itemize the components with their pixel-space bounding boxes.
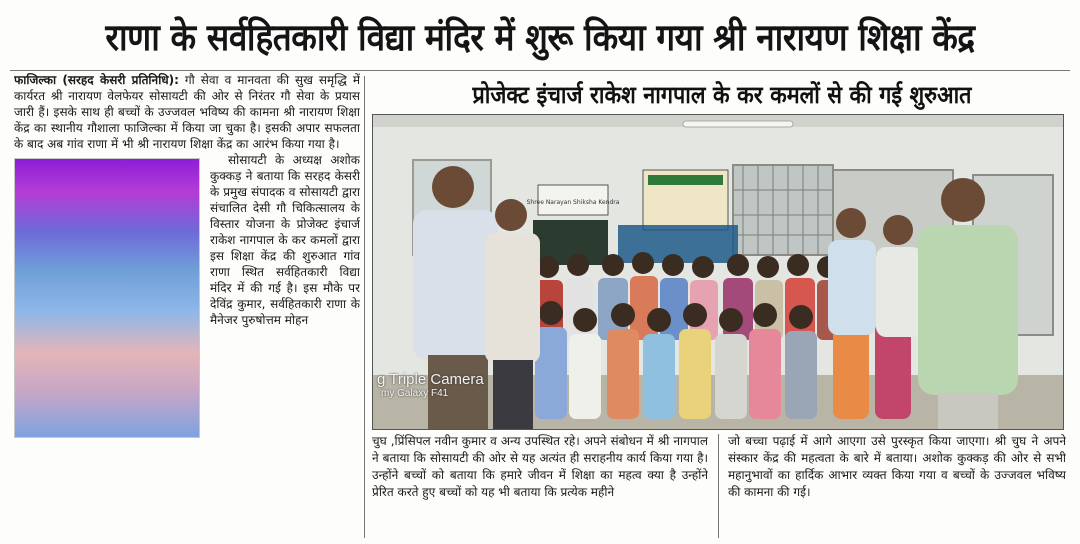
article-headline: राणा के सर्वहितकारी विद्या मंदिर में शुरू किया गया श्री नारायण शिक्षा केंद्र [105, 15, 975, 59]
article-photo [372, 114, 1064, 430]
paragraph-1-text: गौ सेवा व मानवता की सुख समृद्धि में कार्यरत श्री नारायण वेलफेयर सोसायटी की ओर से निरंतर गौ सेवा के प्रयास जारी हैं। इसके साथ ही बच्चों के उज्जवल भविष्य की कामना श्री नारायण शिक्षा केंद्र का स्थानीय गौशाला फाजिल्का में किया जा चुका है। इसकी अपार सफलता के बाद अब गांव राणा में भी श्री नारायण शिक्षा केंद्र का आरंभ किया गया है। [14, 73, 360, 151]
paragraph-2: सोसायटी के अध्यक्ष अशोक कुक्कड़ ने बताया कि सरहद केसरी के प्रमुख संपादक व सोसायटी द्वारा संचालित देसी गौ चिकित्सालय के विस्तार योजना के प्रोजेक्ट इंचार्ज राकेश नागपाल के कर कमलों द्वारा इस शिक्षा केंद्र की शुरुआत गांव राणा स्थित सर्वहितकारी विद्या मंदिर में की गई है। इस मौके पर देविंद्र कुमार, सर्वहितकारी राणा के मैनेजर पुरुषोत्तम मोहन [210, 153, 360, 327]
wall-sign-text: Shree Narayan Shiksha Kendra [526, 199, 620, 206]
camera-watermark-line2: my Galaxy F41 [381, 388, 449, 399]
paragraph-1 [14, 72, 360, 152]
column-divider-left [364, 76, 365, 538]
camera-watermark-line1: g Triple Camera [377, 371, 484, 388]
placeholder-image-block [14, 158, 200, 438]
right-column-text: जो बच्चा पढ़ाई में आगे आएगा उसे पुरस्कृत किया जाएगा। श्री चुघ ने अपने संस्कार केंद्र की महत्वता के बारे में बताया। अशोक कुक्कड़ की ओर से सभी महानुभावों का हार्दिक आभार व्यक्त किया गया व बच्चों के उज्जवल भविष्य की कामना की गई। [728, 434, 1066, 499]
camera-watermark [377, 371, 484, 399]
headline-divider [10, 70, 1070, 71]
dateline: फाजिल्का (सरहद केसरी प्रतिनिधि): [14, 73, 179, 87]
article-left-column [14, 72, 360, 538]
article-middle-column [372, 433, 708, 538]
article-subheadline: प्रोजेक्ट इंचार्ज राकेश नागपाल के कर कमलों से की गई शुरुआत [472, 80, 972, 109]
middle-column-text: चुघ ,प्रिंसिपल नवीन कुमार व अन्य उपस्थित रहे। अपने संबोधन में श्री नागपाल ने बताया कि सोसायटी की ओर से यह अत्यंत ही सराहनीय कार्य किया गया है। उन्होंने बच्चों को बताया कि हमारे जीवन में शिक्षा का महत्व क्या है उन्होंने प्रेरित करते हुए बच्चों को यह भी बताया कि प्रत्येक महीने [372, 434, 708, 499]
article-right-column [728, 433, 1066, 538]
column-divider-middle [718, 434, 719, 538]
